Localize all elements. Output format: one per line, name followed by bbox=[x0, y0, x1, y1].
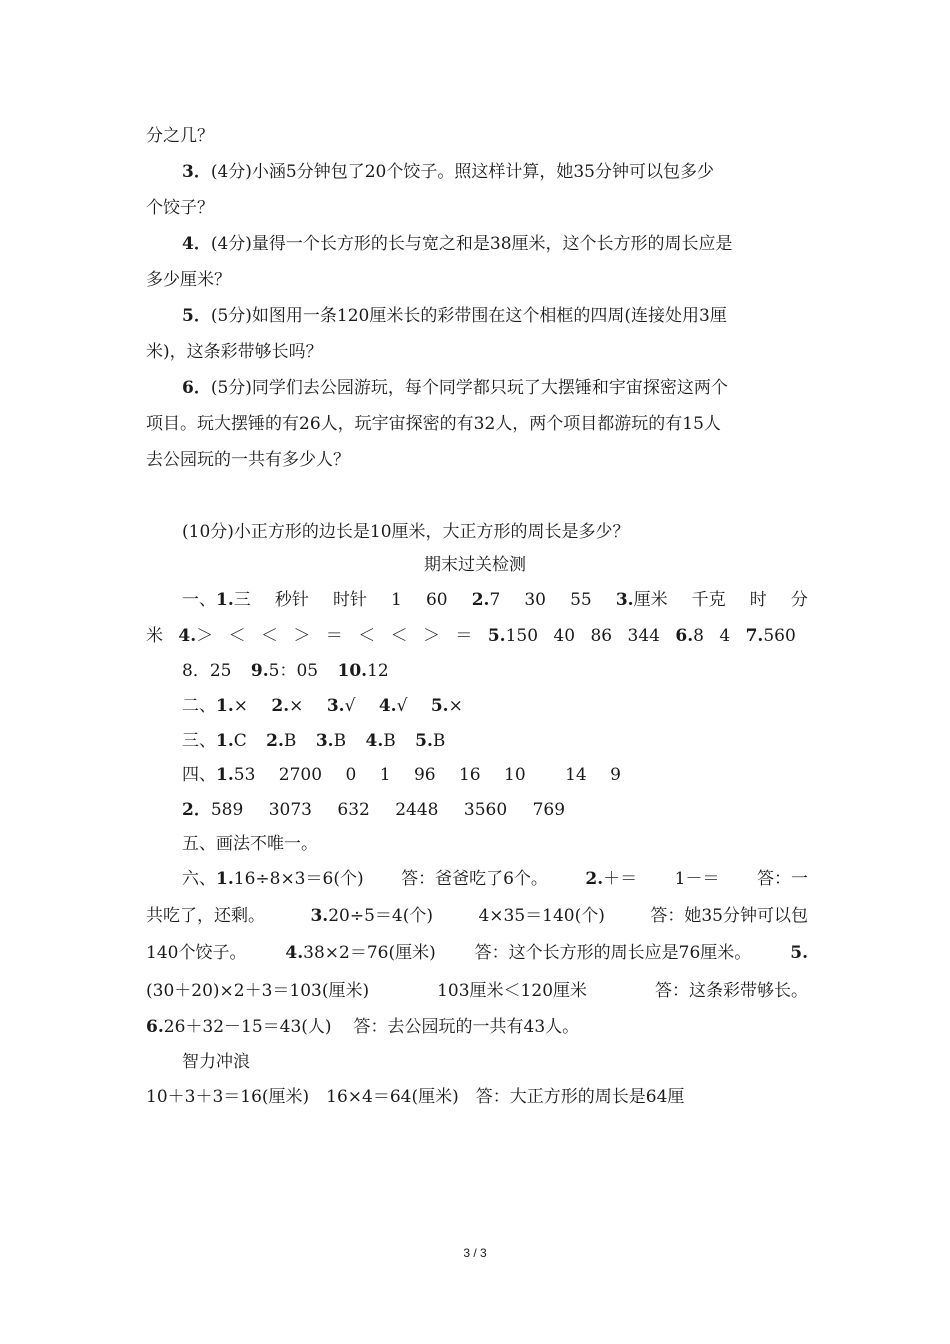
answers-title: 期末过关检测 bbox=[424, 555, 526, 575]
answer-section-1-line2: 米 4.＞ ＜ ＜ ＞ ＝ ＜ ＜ ＞ ＝ 5.150 40 86 344 6.8 4 7.560 bbox=[146, 626, 796, 646]
answer-section-6-line4: (30＋20)×2＋3＝103(厘米) 103厘米＜120厘米 答：这条彩带够长。 bbox=[146, 981, 808, 1001]
question-5-line2: 米)，这条彩带够长吗？ bbox=[146, 342, 323, 362]
question-4-line2: 多少厘米？ bbox=[146, 270, 231, 290]
answer-section-2: 二、1.× 2.× 3.√ 4.√ 5.× bbox=[182, 696, 463, 716]
question-6-line3: 去公园玩的一共有多少人？ bbox=[146, 450, 350, 470]
answer-section-5: 五、画法不唯一。 bbox=[182, 834, 318, 854]
bonus-question: (10分)小正方形的边长是10厘米，大正方形的周长是多少？ bbox=[182, 522, 630, 542]
answer-section-6-line2: 共吃了，还剩。 3.20÷5＝4(个) 4×35＝140(个) 答：她35分钟可以包 bbox=[146, 906, 808, 926]
answer-section-3: 三、1.C 2.B 3.B 4.B 5.B bbox=[182, 731, 446, 751]
question-3-line1: 3．(4分)小涵5分钟包了20个饺子。照这样计算，她35分钟可以包多少 bbox=[182, 162, 715, 182]
answer-section-4-line1: 四、1.53 2700 0 1 96 16 10 14 9 bbox=[182, 765, 621, 785]
answer-section-1-line1: 一、1.三 秒针 时针 1 60 2.7 30 55 3.厘米 千克 时 分 bbox=[182, 590, 808, 610]
question-6-line1: 6．(5分)同学们去公园游玩，每个同学都只玩了大摆锤和宇宙探密这两个 bbox=[182, 378, 728, 398]
answer-section-6-line1: 六、1.16÷8×3＝6(个) 答：爸爸吃了6个。 2.＋＝ 1－＝ 答：一 bbox=[182, 869, 808, 889]
question-4-line1: 4．(4分)量得一个长方形的长与宽之和是38厘米，这个长方形的周长应是 bbox=[182, 234, 733, 254]
page-number: 3 / 3 bbox=[463, 1246, 487, 1260]
question-6-line2: 项目。玩大摆锤的有26人，玩宇宙探密的有32人，两个项目都游玩的有15人 bbox=[146, 414, 721, 434]
question-3-line2: 个饺子？ bbox=[146, 198, 214, 218]
answer-section-6-line5: 6.26＋32－15＝43(人) 答：去公园玩的一共有43人。 bbox=[146, 1017, 580, 1037]
q2-tail: 分之几？ bbox=[146, 126, 214, 146]
answer-section-1-line3: 8．25 9.5：05 10.12 bbox=[182, 661, 389, 681]
question-5-line1: 5．(5分)如图用一条120厘米长的彩带围在这个相框的四周(连接处用3厘 bbox=[182, 306, 727, 326]
answer-section-6-line3: 140个饺子。 4.38×2＝76(厘米) 答：这个长方形的周长应是76厘米。 5. bbox=[146, 943, 808, 963]
bonus-answer-label: 智力冲浪 bbox=[182, 1052, 250, 1072]
bonus-answer-text: 10＋3＋3＝16(厘米) 16×4＝64(厘米) 答：大正方形的周长是64厘 bbox=[146, 1087, 685, 1107]
answer-section-4-line2: 2．589 3073 632 2448 3560 769 bbox=[182, 800, 566, 820]
